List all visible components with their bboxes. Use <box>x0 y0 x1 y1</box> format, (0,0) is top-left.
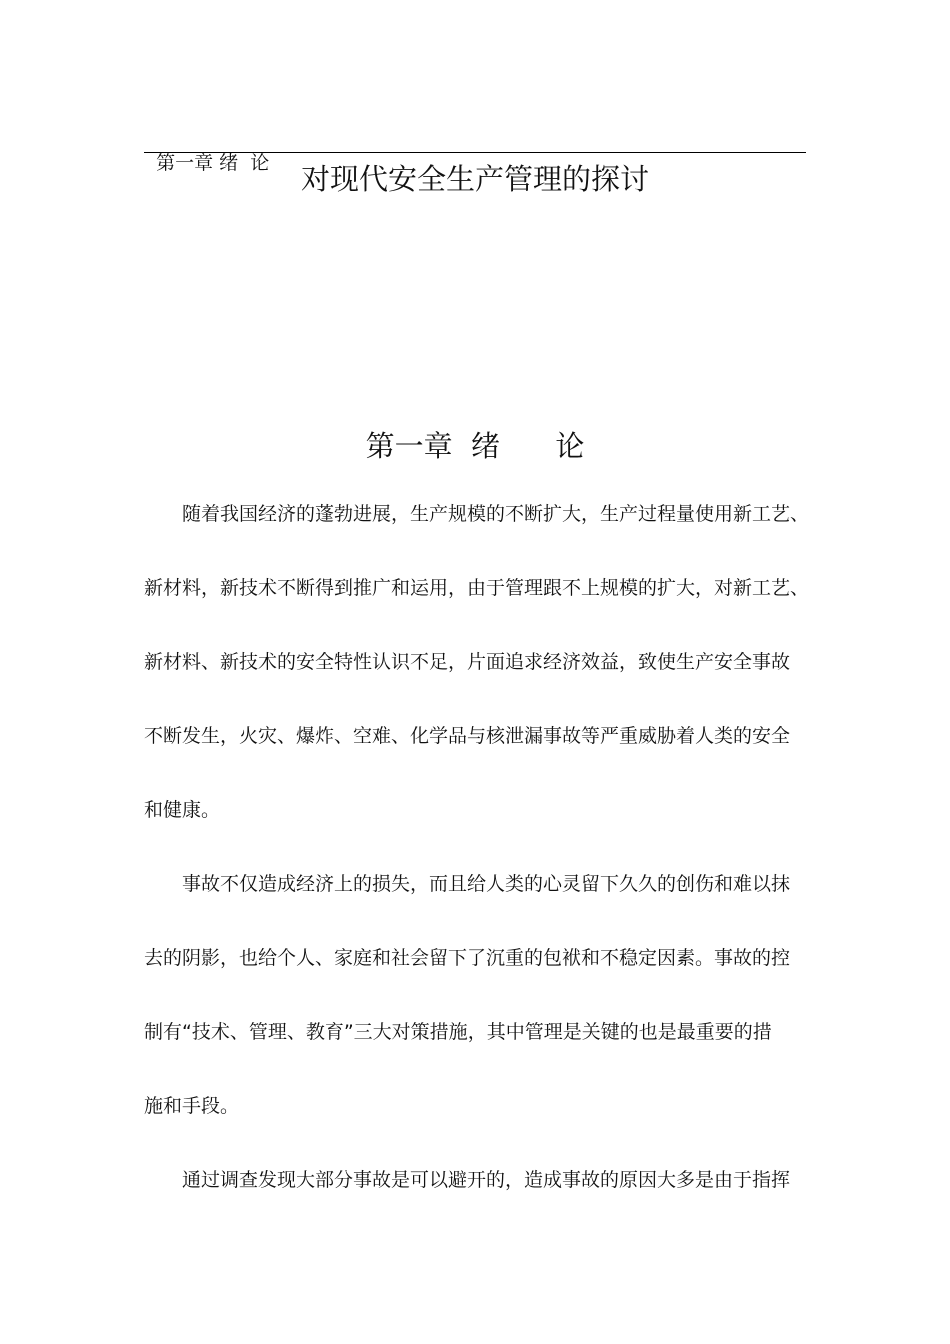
running-header <box>144 124 806 174</box>
paragraph-2 <box>144 866 806 1162</box>
paragraph-line: 制有“技术、管理、教育”三大对策措施，其中管理是关键的也是最重要的措 <box>144 1021 772 1043</box>
paragraph-line: 和健康。 <box>144 799 221 821</box>
paragraph-line: 不断发生，火灾、爆炸、空难、化学品与核泄漏事故等严重威胁着人类的安全 <box>144 725 791 747</box>
paragraph-line: 事故不仅造成经济上的损失，而且给人类的心灵留下久久的创伤和难以抹 <box>182 873 791 895</box>
body-text <box>144 496 810 1199</box>
chapter-heading: 第一章 绪 论 <box>365 429 585 463</box>
document-title: 对现代安全生产管理的探讨 <box>300 162 649 196</box>
paragraph-line: 新材料、新技术的安全特性认识不足，片面追求经济效益，致使生产安全事故 <box>144 651 791 673</box>
paragraph-3 <box>144 1162 806 1199</box>
paragraph-line: 施和手段。 <box>144 1095 240 1117</box>
paragraph-line: 去的阴影，也给个人、家庭和社会留下了沉重的包袱和不稳定因素。事故的控 <box>144 947 791 969</box>
paragraph-1 <box>144 496 810 866</box>
paragraph-line: 通过调查发现大部分事故是可以避开的，造成事故的原因大多是由于指挥 <box>182 1169 791 1191</box>
paragraph-line: 随着我国经济的蓬勃进展，生产规模的不断扩大，生产过程量使用新工艺、 <box>182 503 810 525</box>
paragraph-line: 新材料，新技术不断得到推广和运用，由于管理跟不上规模的扩大，对新工艺、 <box>144 577 810 599</box>
running-header-title: 第一章 绪 论 <box>156 152 270 174</box>
